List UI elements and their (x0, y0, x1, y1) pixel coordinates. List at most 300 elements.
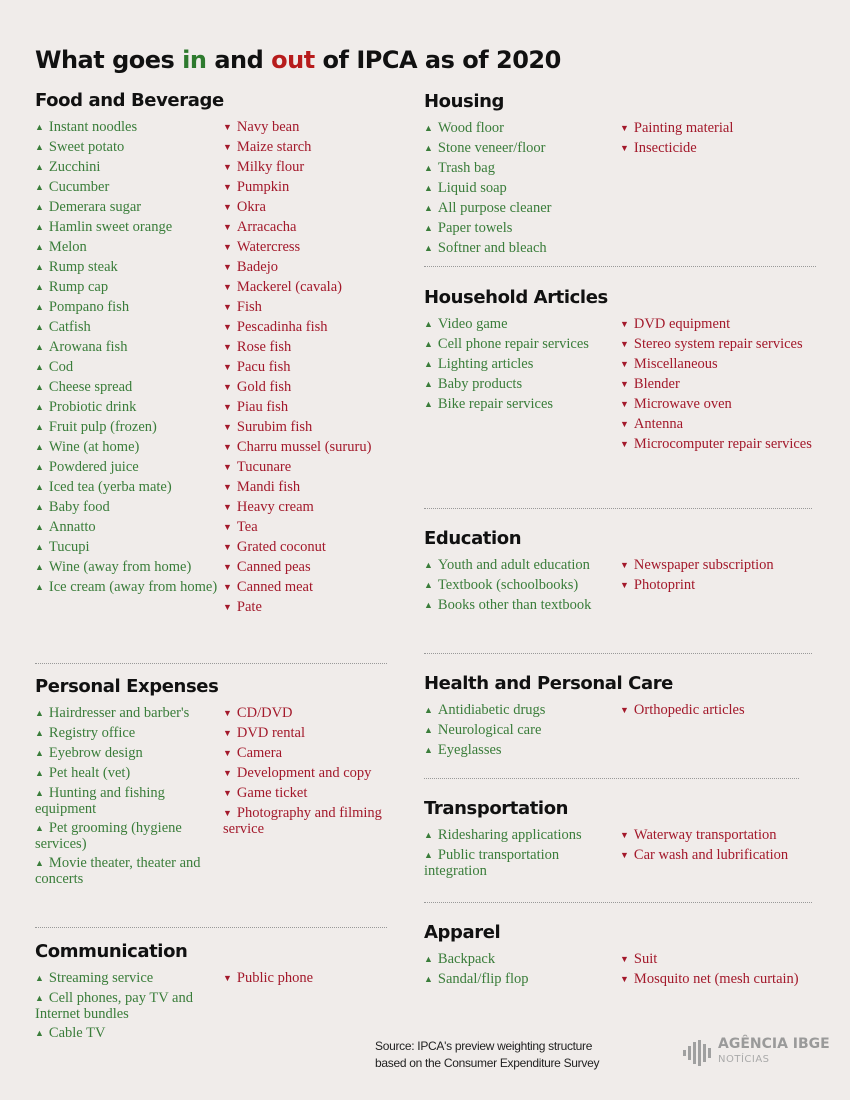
removed-item (223, 160, 423, 176)
added-item (424, 828, 620, 844)
added-item (35, 180, 223, 196)
section-communication (35, 941, 383, 1046)
item-label: Neurological care (437, 722, 542, 738)
removed-item (223, 140, 423, 156)
item-label: Photoprint (633, 577, 696, 593)
triangle-down-icon: ▼ (223, 768, 232, 778)
source-line-2: based on the Consumer Expenditure Survey (375, 1056, 600, 1070)
removed-item (223, 420, 423, 436)
removed-item (620, 317, 820, 333)
added-item (424, 221, 620, 237)
added-item (424, 972, 620, 988)
added-item (35, 280, 223, 296)
title-middle: and (206, 46, 272, 75)
divider (424, 653, 812, 654)
item-label: Rump steak (48, 259, 118, 275)
triangle-up-icon: ▲ (35, 422, 44, 432)
removed-item (620, 337, 820, 353)
item-label: Wood floor (437, 120, 505, 136)
triangle-down-icon: ▼ (223, 222, 232, 232)
item-label: Trash bag (437, 160, 495, 176)
added-item (35, 746, 223, 762)
removed-item (223, 400, 423, 416)
added-item (35, 300, 223, 316)
removed-items-list (620, 317, 820, 457)
added-item (35, 340, 223, 356)
item-label: Hairdresser and barber's (48, 705, 190, 721)
triangle-up-icon: ▲ (424, 745, 433, 755)
triangle-down-icon: ▼ (620, 439, 629, 449)
triangle-down-icon: ▼ (223, 302, 232, 312)
added-item (424, 181, 620, 197)
triangle-up-icon: ▲ (424, 830, 433, 840)
title-prefix: What goes (35, 46, 183, 75)
triangle-down-icon: ▼ (223, 182, 232, 192)
added-item (35, 120, 223, 136)
triangle-down-icon: ▼ (223, 262, 232, 272)
item-label: Eyeglasses (437, 742, 502, 758)
triangle-up-icon: ▲ (35, 788, 44, 798)
removed-item (620, 141, 820, 157)
item-label: Liquid soap (437, 180, 507, 196)
item-label: Textbook (schoolbooks) (437, 577, 579, 593)
removed-item (223, 380, 423, 396)
added-item (35, 360, 223, 376)
triangle-down-icon: ▼ (223, 322, 232, 332)
triangle-down-icon: ▼ (620, 830, 629, 840)
added-items-list (424, 952, 620, 992)
added-item (35, 520, 223, 536)
added-item (35, 320, 223, 336)
triangle-down-icon: ▼ (223, 442, 232, 452)
item-label: DVD equipment (633, 316, 731, 332)
item-label: Mackerel (cavala) (236, 279, 342, 295)
title-suffix: of IPCA as of 2020 (314, 46, 561, 75)
item-label: Arowana fish (48, 339, 128, 355)
added-item (35, 991, 223, 1022)
added-item (424, 317, 620, 333)
triangle-up-icon: ▲ (424, 974, 433, 984)
triangle-up-icon: ▲ (35, 362, 44, 372)
item-label: Orthopedic articles (633, 702, 745, 718)
triangle-down-icon: ▼ (620, 580, 629, 590)
item-label: Streaming service (48, 970, 154, 986)
removed-items-list (620, 558, 820, 618)
removed-item (223, 786, 418, 802)
section-title: Apparel (424, 922, 501, 943)
triangle-up-icon: ▲ (424, 399, 433, 409)
removed-item (223, 340, 423, 356)
added-item (424, 743, 620, 759)
item-label: Softner and bleach (437, 240, 547, 256)
item-label: Development and copy (236, 765, 372, 781)
item-label: Tucunare (236, 459, 292, 475)
removed-item (223, 746, 418, 762)
triangle-down-icon: ▼ (620, 850, 629, 860)
divider (424, 508, 812, 509)
triangle-down-icon: ▼ (620, 954, 629, 964)
item-label: Cable TV (48, 1025, 106, 1041)
title-out: out (271, 46, 315, 75)
item-label: Melon (48, 239, 87, 255)
triangle-down-icon: ▼ (223, 282, 232, 292)
item-label: Books other than textbook (437, 597, 592, 613)
item-label: Pompano fish (48, 299, 130, 315)
triangle-down-icon: ▼ (223, 122, 232, 132)
removed-items-list (620, 703, 820, 763)
triangle-up-icon: ▲ (35, 1028, 44, 1038)
removed-item (223, 600, 423, 616)
item-columns (424, 121, 820, 261)
added-items-list (424, 121, 620, 261)
logo-name: AGÊNCIA IBGE (718, 1036, 830, 1052)
added-item (424, 848, 620, 879)
item-label: Waterway transportation (633, 827, 777, 843)
triangle-up-icon: ▲ (424, 243, 433, 253)
item-label: Backpack (437, 951, 496, 967)
added-items-list (35, 120, 223, 620)
item-label: Baby food (48, 499, 110, 515)
item-label: Powdered juice (48, 459, 139, 475)
added-item (424, 161, 620, 177)
triangle-up-icon: ▲ (35, 122, 44, 132)
item-label: Youth and adult education (437, 557, 590, 573)
removed-item (620, 377, 820, 393)
item-columns (424, 317, 820, 457)
removed-item (223, 300, 423, 316)
item-label: All purpose cleaner (437, 200, 552, 216)
removed-item (223, 520, 423, 536)
item-label: Pet healt (vet) (48, 765, 131, 781)
item-label: Stone veneer/floor (437, 140, 546, 156)
triangle-up-icon: ▲ (35, 302, 44, 312)
item-label: Blender (633, 376, 680, 392)
triangle-up-icon: ▲ (35, 708, 44, 718)
item-label: CD/DVD (236, 705, 293, 721)
ibge-bars-icon (683, 1040, 715, 1066)
item-label: Cell phones, pay TV and Internet bundles (35, 990, 193, 1022)
removed-item (223, 360, 423, 376)
item-columns (424, 952, 820, 992)
item-label: Microwave oven (633, 396, 732, 412)
item-label: Demerara sugar (48, 199, 142, 215)
item-label: Photography and filming service (223, 805, 382, 837)
triangle-up-icon: ▲ (424, 223, 433, 233)
item-label: Mandi fish (236, 479, 301, 495)
added-item (35, 856, 223, 887)
added-item (424, 357, 620, 373)
item-label: Catfish (48, 319, 91, 335)
item-label: Miscellaneous (633, 356, 718, 372)
section-transport (424, 798, 820, 883)
section-personal (35, 676, 418, 891)
item-label: Cucumber (48, 179, 110, 195)
item-label: Car wash and lubrification (633, 847, 789, 863)
added-item (35, 200, 223, 216)
item-label: Camera (236, 745, 283, 761)
triangle-down-icon: ▼ (223, 382, 232, 392)
item-label: Pumpkin (236, 179, 290, 195)
triangle-up-icon: ▲ (35, 262, 44, 272)
item-label: Insecticide (633, 140, 697, 156)
triangle-down-icon: ▼ (223, 973, 232, 983)
triangle-up-icon: ▲ (35, 462, 44, 472)
removed-item (620, 578, 820, 594)
triangle-down-icon: ▼ (223, 462, 232, 472)
triangle-up-icon: ▲ (424, 143, 433, 153)
added-item (35, 500, 223, 516)
item-label: Ice cream (away from home) (48, 579, 218, 595)
section-housing (424, 91, 820, 261)
item-label: Maize starch (236, 139, 312, 155)
triangle-up-icon: ▲ (424, 379, 433, 389)
added-items-list (35, 706, 223, 891)
added-items-list (424, 317, 620, 457)
item-label: Hamlin sweet orange (48, 219, 173, 235)
item-label: Piau fish (236, 399, 289, 415)
added-item (35, 540, 223, 556)
source-note (375, 1038, 599, 1072)
triangle-up-icon: ▲ (424, 339, 433, 349)
triangle-up-icon: ▲ (35, 728, 44, 738)
added-items-list (424, 703, 620, 763)
item-label: Registry office (48, 725, 136, 741)
removed-item (223, 200, 423, 216)
triangle-up-icon: ▲ (35, 222, 44, 232)
removed-item (223, 580, 423, 596)
removed-item (223, 120, 423, 136)
added-item (35, 480, 223, 496)
triangle-down-icon: ▼ (223, 202, 232, 212)
triangle-down-icon: ▼ (620, 123, 629, 133)
removed-item (620, 558, 820, 574)
triangle-up-icon: ▲ (35, 322, 44, 332)
triangle-up-icon: ▲ (424, 580, 433, 590)
item-label: Canned meat (236, 579, 314, 595)
removed-item (620, 357, 820, 373)
added-item (424, 201, 620, 217)
removed-item (223, 240, 423, 256)
item-label: Painting material (633, 120, 734, 136)
removed-item (223, 726, 418, 742)
triangle-down-icon: ▼ (620, 379, 629, 389)
added-item (424, 241, 620, 257)
item-label: Mosquito net (mesh curtain) (633, 971, 799, 987)
triangle-up-icon: ▲ (424, 183, 433, 193)
triangle-down-icon: ▼ (620, 319, 629, 329)
triangle-up-icon: ▲ (35, 242, 44, 252)
item-label: Bike repair services (437, 396, 554, 412)
triangle-up-icon: ▲ (35, 768, 44, 778)
triangle-up-icon: ▲ (35, 823, 44, 833)
removed-items-list (223, 120, 423, 620)
added-item (35, 140, 223, 156)
removed-item (223, 220, 423, 236)
item-label: Heavy cream (236, 499, 314, 515)
item-label: Antenna (633, 416, 684, 432)
logo-sub: NOTÍCIAS (718, 1054, 770, 1065)
added-item (424, 121, 620, 137)
removed-item (620, 437, 820, 453)
triangle-down-icon: ▼ (620, 974, 629, 984)
section-title: Transportation (424, 798, 569, 819)
triangle-up-icon: ▲ (35, 748, 44, 758)
section-title: Personal Expenses (35, 676, 219, 697)
divider (35, 663, 387, 664)
added-item (424, 578, 620, 594)
triangle-down-icon: ▼ (223, 242, 232, 252)
added-item (35, 821, 223, 852)
triangle-up-icon: ▲ (424, 359, 433, 369)
section-title: Food and Beverage (35, 90, 224, 111)
item-label: Public transportation integration (424, 847, 560, 879)
section-title: Health and Personal Care (424, 673, 673, 694)
item-label: Microcomputer repair services (633, 436, 812, 452)
added-item (424, 397, 620, 413)
triangle-down-icon: ▼ (620, 339, 629, 349)
triangle-down-icon: ▼ (223, 142, 232, 152)
triangle-down-icon: ▼ (223, 582, 232, 592)
triangle-down-icon: ▼ (620, 560, 629, 570)
removed-item (223, 260, 423, 276)
removed-item (223, 560, 423, 576)
item-label: Wine (at home) (48, 439, 140, 455)
triangle-down-icon: ▼ (223, 522, 232, 532)
item-label: Badejo (236, 259, 278, 275)
section-title: Education (424, 528, 522, 549)
added-item (424, 952, 620, 968)
item-label: Lighting articles (437, 356, 534, 372)
triangle-down-icon: ▼ (223, 482, 232, 492)
item-columns (35, 120, 423, 620)
removed-item (620, 121, 820, 137)
item-label: Iced tea (yerba mate) (48, 479, 172, 495)
removed-item (223, 480, 423, 496)
triangle-down-icon: ▼ (223, 808, 232, 818)
removed-item (223, 766, 418, 782)
triangle-up-icon: ▲ (424, 123, 433, 133)
removed-item (620, 703, 820, 719)
added-item (35, 766, 223, 782)
triangle-down-icon: ▼ (620, 359, 629, 369)
added-item (35, 706, 223, 722)
triangle-up-icon: ▲ (424, 705, 433, 715)
item-label: Sweet potato (48, 139, 125, 155)
item-label: Cell phone repair services (437, 336, 589, 352)
triangle-up-icon: ▲ (35, 993, 44, 1003)
item-label: Game ticket (236, 785, 308, 801)
added-item (35, 380, 223, 396)
item-columns (35, 971, 383, 1046)
divider (35, 927, 387, 928)
item-label: Eyebrow design (48, 745, 143, 761)
item-label: Annatto (48, 519, 96, 535)
item-label: Charru mussel (sururu) (236, 439, 372, 455)
item-columns (424, 558, 820, 618)
triangle-up-icon: ▲ (424, 319, 433, 329)
added-items-list (424, 558, 620, 618)
section-title: Communication (35, 941, 188, 962)
removed-item (223, 320, 423, 336)
item-label: Okra (236, 199, 266, 215)
item-label: Newspaper subscription (633, 557, 774, 573)
item-label: Pate (236, 599, 262, 615)
triangle-up-icon: ▲ (424, 725, 433, 735)
divider (424, 266, 816, 267)
added-items-list (35, 971, 223, 1046)
triangle-up-icon: ▲ (35, 522, 44, 532)
triangle-down-icon: ▼ (223, 602, 232, 612)
section-title: Housing (424, 91, 505, 112)
removed-items-list (223, 706, 418, 891)
removed-item (620, 417, 820, 433)
removed-item (223, 460, 423, 476)
added-item (35, 260, 223, 276)
added-items-list (424, 828, 620, 883)
added-item (424, 723, 620, 739)
item-label: Zucchini (48, 159, 101, 175)
item-label: Hunting and fishing equipment (35, 785, 165, 817)
removed-item (620, 952, 820, 968)
item-label: Suit (633, 951, 658, 967)
triangle-down-icon: ▼ (223, 402, 232, 412)
added-item (35, 786, 223, 817)
item-label: Tucupi (48, 539, 90, 555)
removed-item (223, 971, 383, 987)
item-label: Arracacha (236, 219, 297, 235)
triangle-up-icon: ▲ (35, 342, 44, 352)
item-label: Baby products (437, 376, 523, 392)
triangle-up-icon: ▲ (35, 402, 44, 412)
triangle-down-icon: ▼ (223, 422, 232, 432)
triangle-up-icon: ▲ (35, 142, 44, 152)
source-line-1: Source: IPCA's preview weighting structure (375, 1039, 593, 1053)
item-label: Sandal/flip flop (437, 971, 529, 987)
added-item (35, 420, 223, 436)
removed-items-list (620, 121, 820, 261)
removed-items-list (620, 828, 820, 883)
item-label: Antidiabetic drugs (437, 702, 546, 718)
triangle-up-icon: ▲ (424, 850, 433, 860)
removed-item (223, 806, 418, 837)
triangle-down-icon: ▼ (223, 562, 232, 572)
triangle-up-icon: ▲ (35, 182, 44, 192)
item-columns (424, 828, 820, 883)
triangle-down-icon: ▼ (620, 399, 629, 409)
section-household (424, 287, 820, 457)
triangle-down-icon: ▼ (223, 728, 232, 738)
triangle-up-icon: ▲ (35, 162, 44, 172)
item-label: Cheese spread (48, 379, 133, 395)
triangle-up-icon: ▲ (35, 562, 44, 572)
removed-item (223, 540, 423, 556)
triangle-up-icon: ▲ (424, 954, 433, 964)
item-columns (424, 703, 820, 763)
section-apparel (424, 922, 820, 992)
item-label: Public phone (236, 970, 314, 986)
added-item (35, 160, 223, 176)
section-education (424, 528, 820, 618)
section-title: Household Articles (424, 287, 608, 308)
removed-item (620, 397, 820, 413)
removed-item (620, 848, 820, 864)
triangle-down-icon: ▼ (620, 705, 629, 715)
item-label: Tea (236, 519, 258, 535)
removed-item (223, 180, 423, 196)
triangle-up-icon: ▲ (424, 163, 433, 173)
divider (424, 902, 812, 903)
triangle-down-icon: ▼ (223, 362, 232, 372)
